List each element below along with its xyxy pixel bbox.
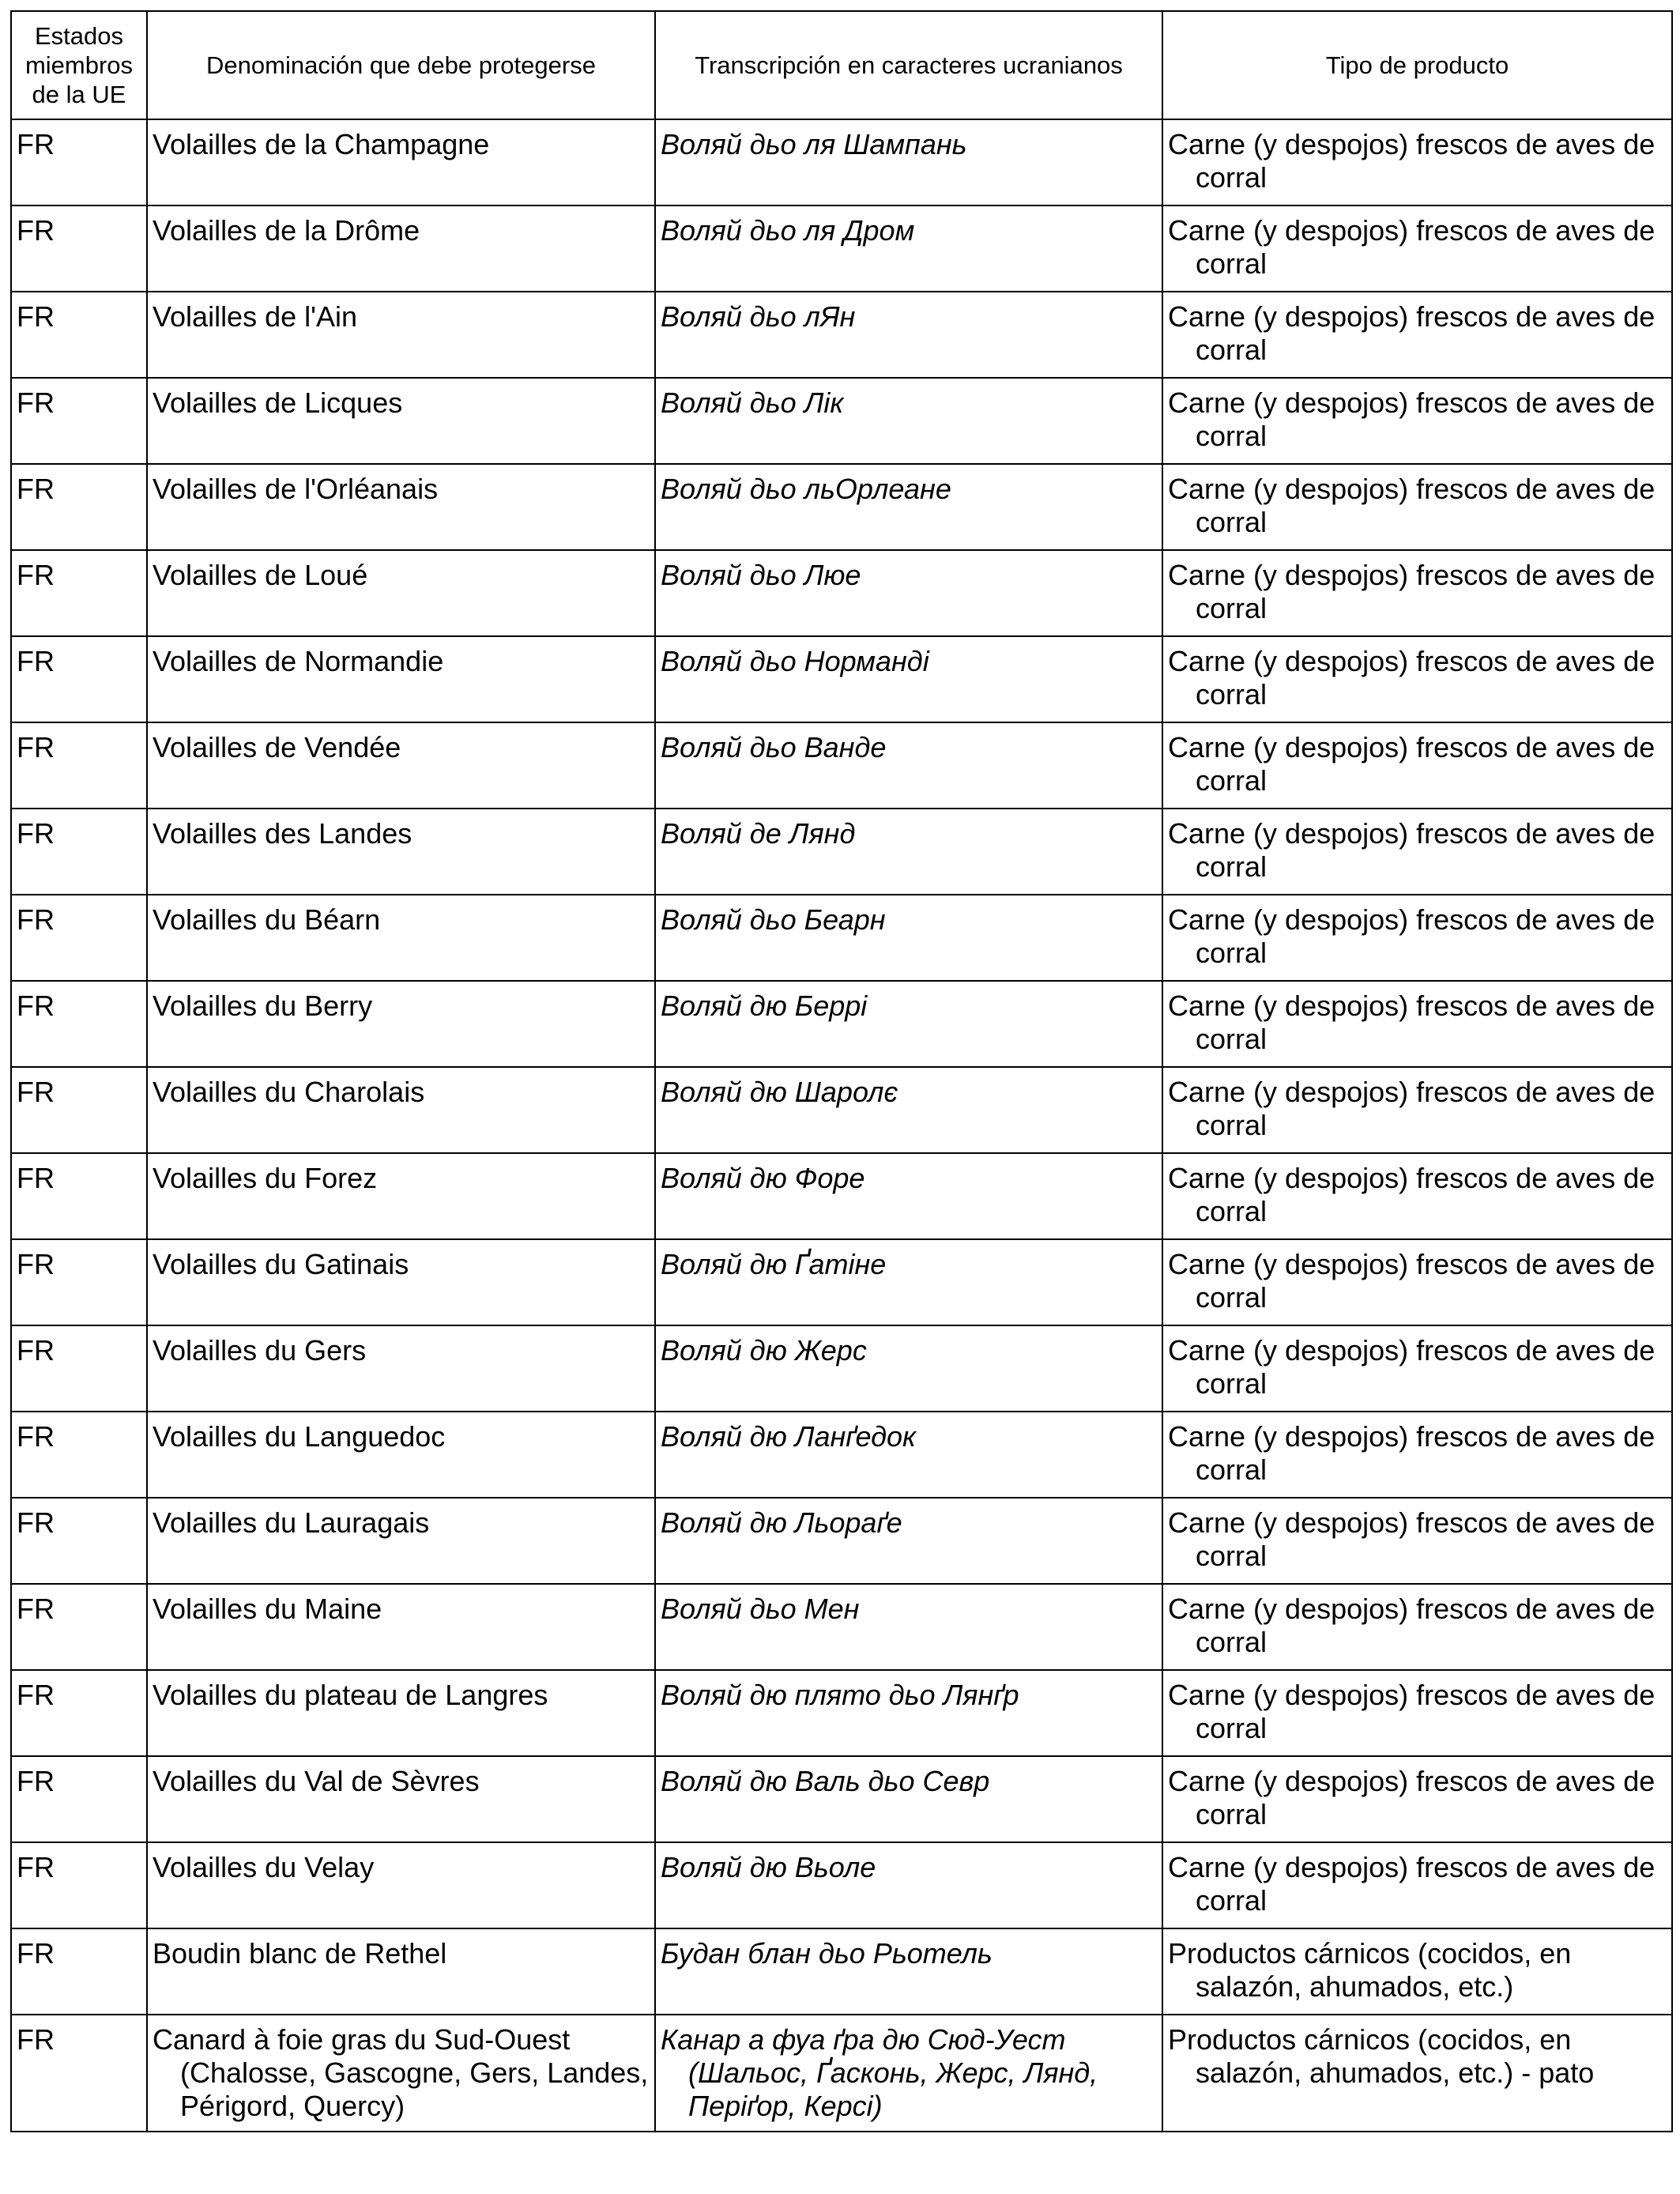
member-state-cell: [11, 1498, 147, 1584]
denomination-cell: [147, 292, 655, 378]
denomination-cell: [147, 1842, 655, 1928]
product-type-cell: [1162, 1153, 1672, 1239]
transcription-cell: [655, 1670, 1162, 1756]
transcription-cell-text: Воляй дю Шаролє: [661, 1076, 898, 1108]
member-state-cell-text: FR: [17, 1334, 55, 1367]
denomination-cell: [147, 550, 655, 636]
member-state-cell-text: FR: [17, 1765, 55, 1797]
product-type-cell-text: Carne (y despojos) frescos de aves de corral: [1168, 1765, 1656, 1830]
product-type-cell-text: Carne (y despojos) frescos de aves de corral: [1168, 1248, 1656, 1314]
transcription-cell-text: Воляй дьо Люе: [661, 559, 861, 591]
product-type-cell-text: Carne (y despojos) frescos de aves de corral: [1168, 214, 1656, 280]
header-transcription: Transcripción en caracteres ucranianos: [655, 11, 1162, 119]
denomination-cell: [147, 1670, 655, 1756]
table-row: [11, 1239, 1672, 1325]
denomination-cell: [147, 2015, 655, 2132]
product-type-cell-text: Carne (y despojos) frescos de aves de corral: [1168, 645, 1656, 711]
member-state-cell-text: FR: [17, 214, 55, 247]
product-type-cell-text: Carne (y despojos) frescos de aves de corral: [1168, 1420, 1656, 1486]
product-type-cell-text: Carne (y despojos) frescos de aves de corral: [1168, 1076, 1656, 1141]
denomination-cell: [147, 1412, 655, 1498]
product-type-cell: [1162, 895, 1672, 981]
transcription-cell-text: Воляй дю Ланґедок: [661, 1420, 917, 1453]
denomination-cell-text: Volailles du Gatinais: [153, 1248, 409, 1280]
table-row: [11, 895, 1672, 981]
member-state-cell: [11, 292, 147, 378]
denomination-cell-text: Volailles de la Drôme: [153, 214, 420, 247]
member-state-cell-text: FR: [17, 1851, 55, 1883]
transcription-cell: [655, 1153, 1162, 1239]
denomination-cell-text: Volailles de Licques: [153, 386, 403, 419]
denomination-cell-text: Volailles du Charolais: [153, 1076, 425, 1108]
denomination-cell-text: Volailles du Languedoc: [153, 1420, 446, 1453]
table-row: [11, 1928, 1672, 2015]
member-state-cell-text: FR: [17, 128, 55, 160]
product-type-cell-text: Carne (y despojos) frescos de aves de corral: [1168, 817, 1656, 883]
member-state-cell: [11, 1670, 147, 1756]
transcription-cell: [655, 1498, 1162, 1584]
table-row: [11, 1412, 1672, 1498]
denomination-cell: [147, 722, 655, 809]
transcription-cell-text: Воляй дьо ля Дром: [661, 214, 915, 247]
products-table: [10, 10, 1673, 2132]
member-state-cell-text: FR: [17, 1679, 55, 1711]
member-state-cell: [11, 1239, 147, 1325]
denomination-cell: [147, 981, 655, 1067]
denomination-cell-text: Volailles de Loué: [153, 559, 368, 591]
transcription-cell: [655, 205, 1162, 292]
denomination-cell-text: Volailles du plateau de Langres: [153, 1679, 548, 1711]
transcription-cell-text: Воляй дьо льОрлеане: [661, 473, 951, 505]
product-type-cell-text: Carne (y despojos) frescos de aves de corral: [1168, 990, 1656, 1055]
product-type-cell: [1162, 1067, 1672, 1153]
product-type-cell: [1162, 1928, 1672, 2015]
member-state-cell-text: FR: [17, 1420, 55, 1453]
product-type-cell: [1162, 1239, 1672, 1325]
table-row: [11, 292, 1672, 378]
transcription-cell: [655, 1928, 1162, 2015]
member-state-cell: [11, 2015, 147, 2132]
transcription-cell-text: Воляй дьо Лік: [661, 386, 844, 419]
member-state-cell: [11, 1584, 147, 1670]
product-type-cell: [1162, 1670, 1672, 1756]
transcription-cell-text: Воляй дю Ґатіне: [661, 1248, 887, 1280]
product-type-cell-text: Carne (y despojos) frescos de aves de corral: [1168, 1506, 1656, 1572]
table-row: [11, 1756, 1672, 1842]
member-state-cell-text: FR: [17, 990, 55, 1022]
transcription-cell-text: Канар а фуа ґра дю Сюд-Уест (Шальос, Ґасконь, Жерс, Лянд, Періґор, Керсі): [661, 2023, 1098, 2122]
transcription-cell: [655, 1842, 1162, 1928]
denomination-cell-text: Volailles du Béarn: [153, 903, 381, 936]
transcription-cell-text: Воляй дьо Норманді: [661, 645, 929, 677]
product-type-cell-text: Carne (y despojos) frescos de aves de corral: [1168, 1334, 1656, 1400]
transcription-cell: [655, 119, 1162, 205]
transcription-cell-text: Воляй дьо Мен: [661, 1593, 860, 1625]
transcription-cell-text: Воляй дьо ля Шампань: [661, 128, 967, 160]
product-type-cell: [1162, 550, 1672, 636]
transcription-cell: [655, 1584, 1162, 1670]
table-row: [11, 809, 1672, 895]
table-row: [11, 1842, 1672, 1928]
denomination-cell: [147, 1928, 655, 2015]
member-state-cell: [11, 205, 147, 292]
denomination-cell-text: Volailles du Lauragais: [153, 1506, 430, 1539]
denomination-cell-text: Volailles du Val de Sèvres: [153, 1765, 480, 1797]
member-state-cell-text: FR: [17, 817, 55, 850]
table-row: [11, 1498, 1672, 1584]
member-state-cell-text: FR: [17, 559, 55, 591]
denomination-cell-text: Volailles du Berry: [153, 990, 373, 1022]
transcription-cell-text: Воляй дю Жерс: [661, 1334, 867, 1367]
product-type-cell-text: Carne (y despojos) frescos de aves de corral: [1168, 1679, 1656, 1744]
product-type-cell: [1162, 636, 1672, 722]
denomination-cell-text: Volailles de Vendée: [153, 731, 401, 763]
product-type-cell-text: Carne (y despojos) frescos de aves de corral: [1168, 1593, 1656, 1658]
denomination-cell: [147, 1756, 655, 1842]
member-state-cell-text: FR: [17, 1248, 55, 1280]
header-product-type: Tipo de producto: [1162, 11, 1672, 119]
denomination-cell-text: Volailles de la Champagne: [153, 128, 490, 160]
member-state-cell: [11, 1412, 147, 1498]
header-denomination: Denominación que debe protegerse: [147, 11, 655, 119]
denomination-cell: [147, 809, 655, 895]
table-row: [11, 722, 1672, 809]
product-type-cell: [1162, 1498, 1672, 1584]
transcription-cell-text: Воляй дю Валь дьо Севр: [661, 1765, 990, 1797]
product-type-cell-text: Carne (y despojos) frescos de aves de corral: [1168, 128, 1656, 194]
product-type-cell-text: Carne (y despojos) frescos de aves de corral: [1168, 386, 1656, 452]
denomination-cell-text: Volailles des Landes: [153, 817, 412, 850]
product-type-cell: [1162, 205, 1672, 292]
denomination-cell: [147, 895, 655, 981]
product-type-cell: [1162, 2015, 1672, 2132]
denomination-cell-text: Boudin blanc de Rethel: [153, 1937, 447, 1970]
product-type-cell: [1162, 464, 1672, 550]
transcription-cell: [655, 1325, 1162, 1412]
product-type-cell: [1162, 809, 1672, 895]
member-state-cell-text: FR: [17, 1506, 55, 1539]
denomination-cell-text: Volailles de l'Ain: [153, 300, 358, 333]
product-type-cell-text: Carne (y despojos) frescos de aves de corral: [1168, 559, 1656, 624]
table-row: [11, 2015, 1672, 2132]
denomination-cell-text: Volailles de Normandie: [153, 645, 444, 677]
table-row: [11, 1067, 1672, 1153]
product-type-cell: [1162, 1412, 1672, 1498]
product-type-cell: [1162, 1842, 1672, 1928]
denomination-cell-text: Volailles du Maine: [153, 1593, 382, 1625]
product-type-cell: [1162, 981, 1672, 1067]
member-state-cell-text: FR: [17, 1593, 55, 1625]
table-row: [11, 464, 1672, 550]
transcription-cell: [655, 378, 1162, 464]
transcription-cell: [655, 809, 1162, 895]
table-row: [11, 1153, 1672, 1239]
table-row: [11, 636, 1672, 722]
denomination-cell: [147, 1325, 655, 1412]
transcription-cell: [655, 292, 1162, 378]
transcription-cell: [655, 981, 1162, 1067]
denomination-cell: [147, 378, 655, 464]
member-state-cell: [11, 119, 147, 205]
denomination-cell: [147, 205, 655, 292]
product-type-cell-text: Carne (y despojos) frescos de aves de corral: [1168, 473, 1656, 538]
member-state-cell: [11, 895, 147, 981]
member-state-cell: [11, 1067, 147, 1153]
transcription-cell: [655, 550, 1162, 636]
member-state-cell-text: FR: [17, 1937, 55, 1970]
denomination-cell: [147, 119, 655, 205]
transcription-cell-text: Воляй дю плято дьо Лянґр: [661, 1679, 1019, 1711]
denomination-cell: [147, 1584, 655, 1670]
table-row: [11, 378, 1672, 464]
member-state-cell: [11, 550, 147, 636]
product-type-cell-text: Productos cárnicos (cocidos, en salazón, ahumados, etc.) - pato: [1168, 2023, 1595, 2089]
table-row: [11, 205, 1672, 292]
member-state-cell: [11, 809, 147, 895]
member-state-cell: [11, 722, 147, 809]
transcription-cell-text: Воляй дьо Беарн: [661, 903, 886, 936]
product-type-cell-text: Carne (y despojos) frescos de aves de corral: [1168, 300, 1656, 366]
transcription-cell-text: Воляй дю Форе: [661, 1162, 865, 1194]
product-type-cell-text: Carne (y despojos) frescos de aves de corral: [1168, 731, 1656, 797]
transcription-cell: [655, 895, 1162, 981]
member-state-cell-text: FR: [17, 1076, 55, 1108]
member-state-cell: [11, 1842, 147, 1928]
table-row: [11, 1325, 1672, 1412]
denomination-cell: [147, 636, 655, 722]
transcription-cell: [655, 464, 1162, 550]
denomination-cell: [147, 464, 655, 550]
transcription-cell-text: Воляй дьо Ванде: [661, 731, 887, 763]
member-state-cell: [11, 1928, 147, 2015]
product-type-cell: [1162, 378, 1672, 464]
transcription-cell-text: Воляй дю Льораґе: [661, 1506, 902, 1539]
transcription-cell: [655, 1067, 1162, 1153]
member-state-cell: [11, 1153, 147, 1239]
denomination-cell-text: Volailles du Forez: [153, 1162, 378, 1194]
transcription-cell-text: Воляй дю Вьоле: [661, 1851, 876, 1883]
denomination-cell: [147, 1498, 655, 1584]
table-row: [11, 119, 1672, 205]
product-type-cell: [1162, 1325, 1672, 1412]
table-row: [11, 1584, 1672, 1670]
product-type-cell: [1162, 722, 1672, 809]
denomination-cell-text: Canard à foie gras du Sud-Ouest (Chalosse, Gascogne, Gers, Landes, Périgord, Quercy): [153, 2023, 649, 2122]
transcription-cell: [655, 1756, 1162, 1842]
denomination-cell-text: Volailles du Gers: [153, 1334, 367, 1367]
table-row: [11, 1670, 1672, 1756]
table-row: [11, 981, 1672, 1067]
member-state-cell-text: FR: [17, 731, 55, 763]
member-state-cell: [11, 636, 147, 722]
denomination-cell-text: Volailles du Velay: [153, 1851, 375, 1883]
member-state-cell-text: FR: [17, 2023, 55, 2056]
denomination-cell: [147, 1153, 655, 1239]
member-state-cell-text: FR: [17, 473, 55, 505]
product-type-cell: [1162, 1756, 1672, 1842]
member-state-cell-text: FR: [17, 300, 55, 333]
table-body: [11, 119, 1672, 2132]
transcription-cell: [655, 2015, 1162, 2132]
member-state-cell: [11, 981, 147, 1067]
member-state-cell-text: FR: [17, 386, 55, 419]
header-member-state: Estados miembros de la UE: [11, 11, 147, 119]
product-type-cell-text: Productos cárnicos (cocidos, en salazón, ahumados, etc.): [1168, 1937, 1572, 2003]
member-state-cell-text: FR: [17, 645, 55, 677]
table-row: [11, 550, 1672, 636]
product-type-cell-text: Carne (y despojos) frescos de aves de corral: [1168, 903, 1656, 969]
member-state-cell: [11, 1756, 147, 1842]
member-state-cell: [11, 1325, 147, 1412]
transcription-cell-text: Воляй дю Беррі: [661, 990, 868, 1022]
transcription-cell: [655, 636, 1162, 722]
member-state-cell: [11, 378, 147, 464]
product-type-cell-text: Carne (y despojos) frescos de aves de corral: [1168, 1162, 1656, 1227]
transcription-cell: [655, 1239, 1162, 1325]
product-type-cell: [1162, 119, 1672, 205]
transcription-cell: [655, 1412, 1162, 1498]
transcription-cell: [655, 722, 1162, 809]
denomination-cell-text: Volailles de l'Orléanais: [153, 473, 439, 505]
member-state-cell-text: FR: [17, 903, 55, 936]
member-state-cell-text: FR: [17, 1162, 55, 1194]
product-type-cell-text: Carne (y despojos) frescos de aves de corral: [1168, 1851, 1656, 1917]
denomination-cell: [147, 1067, 655, 1153]
header-row: [11, 11, 1672, 119]
transcription-cell-text: Воляй дьо лЯн: [661, 300, 856, 333]
product-type-cell: [1162, 292, 1672, 378]
member-state-cell: [11, 464, 147, 550]
denomination-cell: [147, 1239, 655, 1325]
product-type-cell: [1162, 1584, 1672, 1670]
transcription-cell-text: Воляй де Лянд: [661, 817, 856, 850]
transcription-cell-text: Будан блан дьо Рьотель: [661, 1937, 993, 1970]
